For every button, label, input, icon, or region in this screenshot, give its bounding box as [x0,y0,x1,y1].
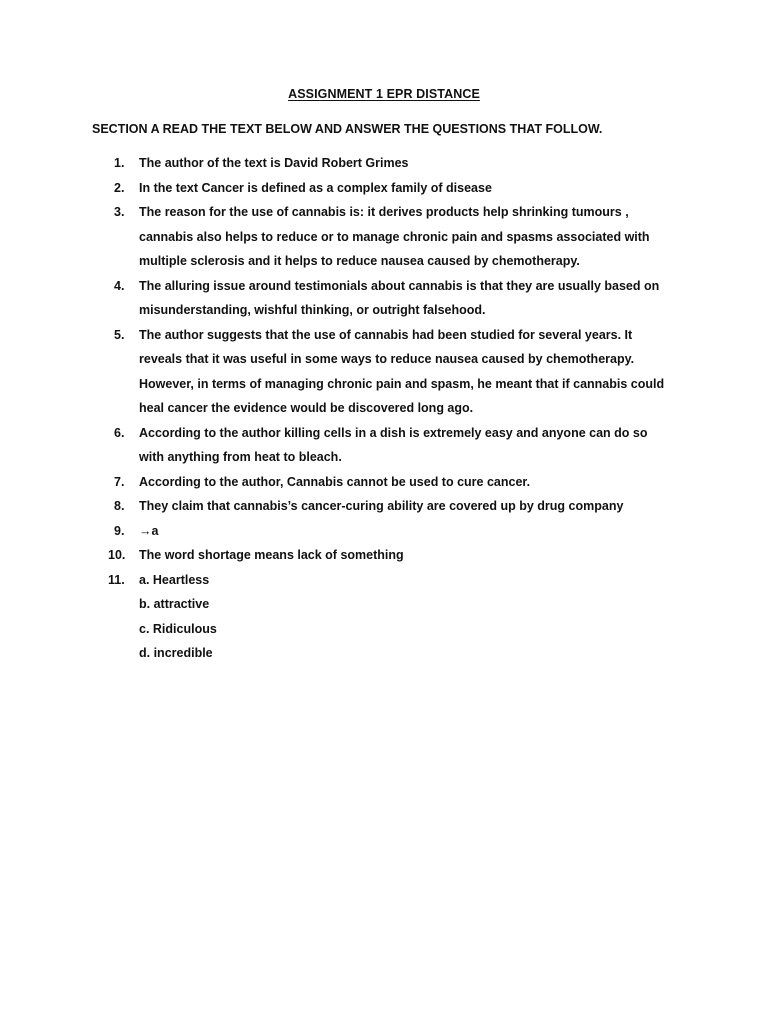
section-heading: SECTION A READ THE TEXT BELOW AND ANSWER THE QUESTIONS THAT FOLLOW. [92,122,603,136]
answer-number: 9. [114,523,125,538]
answer-text: The reason for the use of cannabis is: it derives products help shrinking tumours , cannabis also helps to reduce or to manage chronic pain and spasms associated with multiple sclerosis and it helps to reduce nausea caused by chemotherapy. [139,205,650,268]
answer-number: 10. [108,548,126,562]
answer-number: 2. [114,180,125,195]
answer-item-10 [0,543,768,568]
answer-item-8 [0,494,768,519]
answer-number: 7. [114,474,125,489]
answer-number: 5. [114,327,125,342]
answer-text: They claim that cannabis’s cancer-curing ability are covered up by drug company [139,499,624,513]
document-title: ASSIGNMENT 1 EPR DISTANCE [288,87,480,101]
answer-text: The alluring issue around testimonials about cannabis is that they are usually based on misunderstanding, wishful thinking, or outright falsehood. [139,278,660,317]
answer-item-7 [0,470,768,495]
answer-item-4 [0,274,768,323]
answer-number: 3. [114,205,125,219]
answer-item-3 [0,200,768,274]
answer-text: According to the author, Cannabis cannot be used to cure cancer. [139,474,531,489]
answer-text: In the text Cancer is defined as a complex family of disease [139,180,492,195]
answer-sub-item-a: a. Heartless [139,572,210,587]
answer-sub-item-d: d. incredible [139,646,213,660]
answer-number: 4. [114,278,125,293]
answer-text: The author of the text is David Robert Grimes [139,156,409,170]
answer-text: The word shortage means lack of something [139,548,404,562]
answer-number: 11. [108,572,125,587]
answer-list [0,151,768,666]
answer-sub-item-b: b. attractive [139,597,210,611]
answer-item-11 [0,568,768,666]
answer-item-2 [0,176,768,201]
answer-item-1 [0,151,768,176]
answer-number: 6. [114,425,125,440]
answer-number: 1. [114,156,125,170]
answer-item-9 [0,519,768,544]
answer-item-6 [0,421,768,470]
answer-number: 8. [114,499,125,513]
answer-sub-list [139,568,668,666]
answer-item-5 [0,323,768,421]
answer-text: →a [139,523,159,538]
answer-text: According to the author killing cells in a dish is extremely easy and anyone can do so with anything from heat to bleach. [139,425,648,464]
answer-text: The author suggests that the use of cannabis had been studied for several years. It reveals that it was useful in some ways to reduce nausea caused by chemotherapy. However, in terms of managing chronic pain and spasm, he meant that if cannabis could heal cancer the evidence would be discovered long ago. [139,327,665,415]
answer-sub-item-c: c. Ridiculous [139,621,217,636]
